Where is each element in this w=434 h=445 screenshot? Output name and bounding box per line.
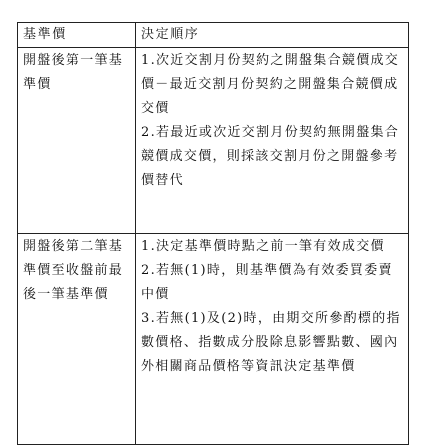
header-decision-order: 決定順序 [136, 23, 409, 48]
rule-item: 2.若無(1)時，則基準價為有效委買委賣中價 [141, 263, 393, 302]
base-price-table [17, 22, 409, 445]
row-label-subsequent-base-price: 開盤後第二筆基準價至收盤前最後一筆基準價 [18, 234, 136, 445]
header-base-price: 基準價 [18, 23, 136, 48]
table-row [18, 234, 409, 445]
row-label-first-base-price: 開盤後第一筆基準價 [18, 48, 136, 234]
table-row [18, 48, 409, 234]
table-header-row [18, 23, 409, 48]
row-rules-subsequent [136, 234, 409, 445]
rule-item: 1.決定基準價時點之前一筆有效成交價 [141, 239, 385, 254]
rule-item: 3.若無(1)及(2)時，由期交所參酌標的指數價格、指數成分股除息影響點數、國內外相關商品價格等資訊決定基準價 [141, 311, 401, 374]
row-rules-first [136, 48, 409, 234]
rule-item: 2.若最近或次近交割月份契約無開盤集合競價成交價，則採該交割月份之開盤參考價替代 [141, 125, 400, 188]
rule-item: 1.次近交割月份契約之開盤集合競價成交價－最近交割月份契約之開盤集合競價成交價 [141, 53, 400, 116]
